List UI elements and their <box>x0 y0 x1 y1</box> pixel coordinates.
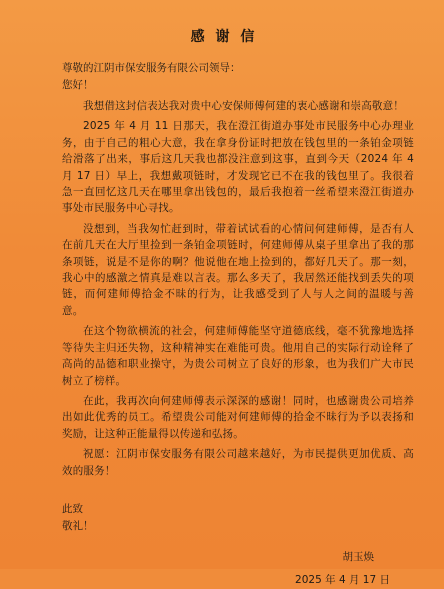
greeting: 您好！ <box>62 79 94 91</box>
salutation: 尊敬的江阴市保安服务有限公司领导： <box>62 62 241 74</box>
closing-cizhi: 此致 <box>62 502 83 515</box>
letter-date: 2025 年 4 月 17 日 <box>295 573 390 586</box>
paragraph-thanks: 在此，我再次向何建师傅表示深深的感谢！同时，也感谢贵公司培养出如此优秀的员工。希望贵公司能对何建师傅的拾金不昧行为予以表扬和奖励，让这种正能量得以传递和弘扬。 <box>62 394 414 440</box>
closing-jingli: 敬礼！ <box>62 519 94 532</box>
paragraph-incident: 2025 年 4 月 11 日那天，我在澄江街道办事处市民服务中心办理业务，由于自己的粗心大意，我在拿身份证时把放在钱包里的一条铂金项链给滑落了出来，事后这几天我也都没注意到这事，直到今天（2024 年 4 月 17 日）早上，我想戴项链时，才发现它已不在我的钱包里了。我很着急一直回忆这几天在哪里拿出钱包的，最后我抱着一丝希望来澄江街道办事处市民服务中心寻找。 <box>62 120 414 215</box>
paragraph-found: 没想到，当我匆忙赶到时，带着试试看的心情问何建师傅，是否有人在前几天在大厅里捡到一条铂金项链时，何建师傅从桌子里拿出了我的那条项链，说是不是你的啊？他说他在地上捡到的，都好几天了。那一刻，我心中的感激之情真是难以言表。那么多天了，我居然还能找到丢失的项链，而何建师傅拾金不昧的行为，让我感受到了人与人之间的温暖与善意。 <box>62 222 414 317</box>
paragraph-intro: 我想借这封信表达我对贵中心安保师傅何建的衷心感谢和崇高敬意！ <box>83 100 404 112</box>
signature: 胡玉焕 <box>342 550 374 563</box>
paragraph-wishes: 祝愿：江阴市保安服务有限公司越来越好，为市民提供更加优质、高效的服务！ <box>62 448 414 477</box>
paragraph-praise: 在这个物欲横流的社会，何建师傅能坚守道德底线，毫不犹豫地选择等待失主归还失物，这种精神实在难能可贵。他用自己的实际行动诠释了高尚的品德和职业操守，为贵公司树立了良好的形象，也为我们广大市民树立了榜样。 <box>62 325 414 387</box>
letter-title: 感 谢 信 <box>190 29 258 45</box>
